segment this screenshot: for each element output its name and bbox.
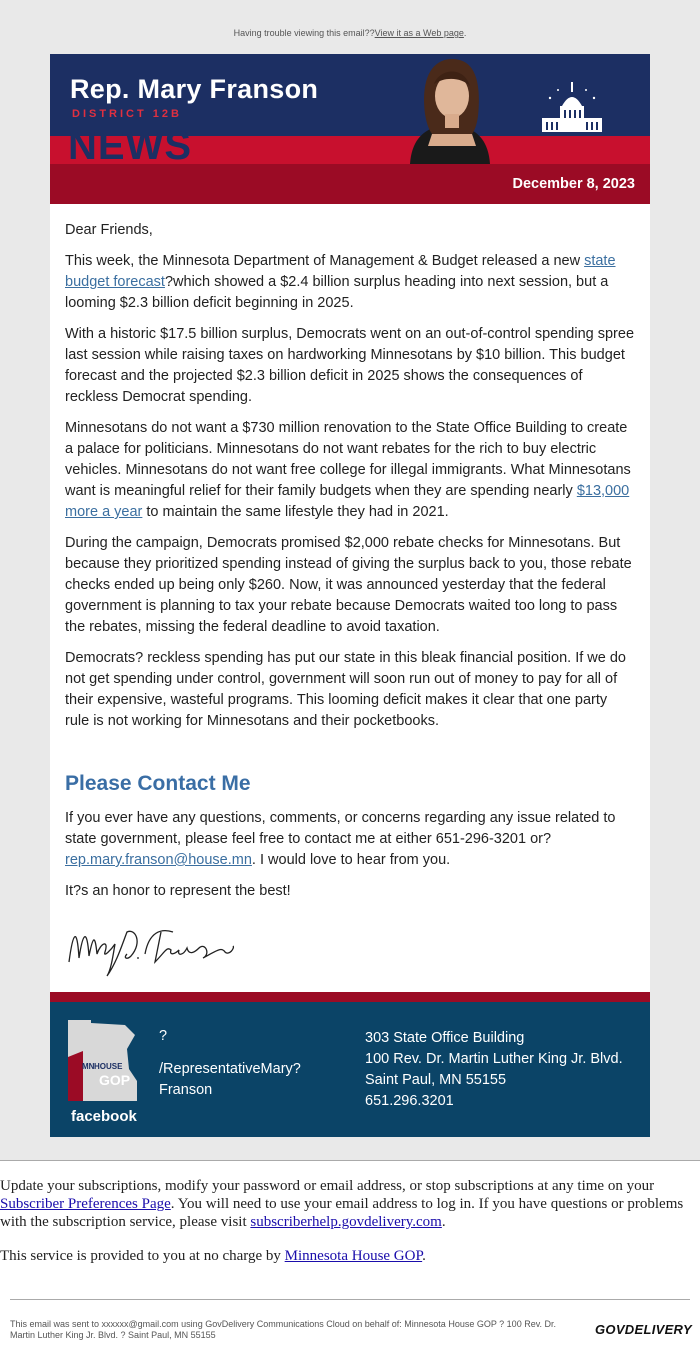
p1-text-a: This week, the Minnesota Department of Management & Budget released a new (65, 253, 585, 269)
paragraph-spending (65, 418, 635, 523)
address-line-3: Saint Paul, MN 55155 (365, 1072, 507, 1088)
subscriber-help-link[interactable]: subscriberhelp.govdelivery.com (250, 1214, 442, 1230)
subscription-paragraph (0, 1177, 700, 1231)
govdelivery-logo[interactable]: GOVDELIVERY (595, 1322, 692, 1337)
representative-photo (390, 54, 510, 164)
minnesota-house-gop-link[interactable]: Minnesota House GOP (284, 1248, 423, 1264)
facebook-logo-link[interactable] (65, 1017, 145, 1127)
newsletter-date: December 8, 2023 (512, 176, 635, 192)
service-paragraph (0, 1247, 700, 1265)
govdelivery-footer (0, 1296, 700, 1352)
subscriber-preferences-link[interactable]: Subscriber Preferences Page (0, 1196, 171, 1212)
logo-gop: GOP (99, 1072, 131, 1088)
paragraph-rebates: During the campaign, Democrats promised $2,000 rebate checks for Minnesotans. But because they prioritized spending instead of giving the surplus back to you, those rebate checks ended up being only $260. Now, it was announced yesterday that the federal government is planning to tax your rebate because Democrats waited too long to pass the rebates, missing the federal deadline to avoid taxation. (65, 535, 632, 635)
p3-text-a: Minnesotans do not want a $730 million renovation to the State Office Building to create a palace for politicians. Minnesotans do not want rebates for the rich to buy electric vehicles. Minnesotans do not want free college for illegal immigrants. What Minnesotans want is meaningful relief for their family budgets when they are spending nearly (65, 420, 631, 499)
address-line-2: 100 Rev. Dr. Martin Luther King Jr. Blvd. (365, 1051, 623, 1067)
sub-text-c: . (441, 1214, 446, 1230)
service-text-b: . (422, 1248, 426, 1264)
sent-to-notice: This email was sent to xxxxxx@gmail.com using GovDelivery Communications Cloud on behalf of: Minnesota House GOP ? 100 Rev. Dr. Martin Luther King Jr. Blvd. ? Saint Paul, MN 55155 (10, 1319, 557, 1340)
paragraph-surplus: With a historic $17.5 billion surplus, Democrats went on an out-of-control spending spree last session while raising taxes on hardworking Minnesotans by $10 billion. This budget forecast and the projected $2.3 billion deficit in 2025 shows the consequences of reckless Democrat spending. (65, 326, 635, 405)
footer-divider (10, 1299, 690, 1300)
service-text-a: This service is provided to you at no charge by (0, 1248, 285, 1264)
trouble-viewing-text: Having trouble viewing this email?? (233, 28, 375, 38)
office-phone: 651.296.3201 (365, 1093, 454, 1109)
newsletter (50, 54, 650, 1137)
view-web-page-link[interactable]: View it as a Web page (374, 28, 464, 38)
news-wordmark: NEWS (68, 124, 192, 164)
logo-mn: MN (82, 1062, 95, 1071)
p1-text-b: ?which showed a $2.4 billion surplus heading into next session, but a looming $2.3 billion deficit beginning in 2025. (65, 274, 609, 311)
signature-image (65, 912, 265, 982)
trouble-viewing-bar (0, 28, 700, 38)
signature (65, 912, 635, 992)
newsletter-body (50, 204, 650, 992)
subscription-info (0, 1160, 700, 1296)
greeting: Dear Friends, (65, 222, 153, 238)
newsletter-header (50, 54, 650, 164)
newsletter-footer (50, 1002, 650, 1137)
facebook-handle[interactable]: /RepresentativeMary?Franson (159, 1061, 301, 1098)
office-address (365, 1028, 623, 1112)
facebook-marker: ? (159, 1028, 168, 1044)
cost-increase-link[interactable]: $13,000 more a year (65, 483, 630, 520)
email-link[interactable]: rep.mary.franson@house.mn (65, 852, 252, 868)
paragraph-budget-forecast (65, 251, 635, 314)
contact-heading: Please Contact Me (65, 772, 251, 795)
representative-name: Rep. Mary Franson (70, 74, 319, 104)
contact-text-b: . I would love to hear from you. (251, 852, 451, 868)
trouble-viewing-end: . (463, 28, 467, 38)
contact-text-a: If you ever have any questions, comments, or concerns regarding any issue related to state government, please feel free to contact me at either 651-296-3201 or? (65, 810, 616, 847)
sub-text-b: . You will need to use your email address to log in. If you have questions or problems with the subscription service, please visit (0, 1196, 684, 1230)
closing-line: It?s an honor to represent the best! (65, 883, 291, 899)
mn-house-gop-facebook-logo (65, 1017, 145, 1127)
address-line-1: 303 State Office Building (365, 1030, 525, 1046)
sub-text-a: Update your subscriptions, modify your password or email address, or stop subscriptions at any time on your (0, 1178, 655, 1194)
date-bar (50, 164, 650, 204)
logo-house: HOUSE (94, 1062, 123, 1071)
district-label: DISTRICT 12B (72, 108, 182, 120)
capitol-icon (538, 78, 606, 134)
p3-text-b: to maintain the same lifestyle they had in 2021. (142, 504, 449, 520)
footer-red-band (50, 992, 650, 1002)
state-budget-forecast-link[interactable]: state budget forecast (65, 253, 616, 290)
paragraph-deficit: Democrats? reckless spending has put our state in this bleak financial position. If we do not get spending under control, government will soon run out of money to pay for all of their expensive, wasteful programs. This looming deficit makes it clear that one party rule is not working for Minnesotans and their pocketbooks. (65, 650, 626, 729)
facebook-wordmark: facebook (71, 1108, 137, 1125)
paragraph-contact (65, 808, 635, 871)
